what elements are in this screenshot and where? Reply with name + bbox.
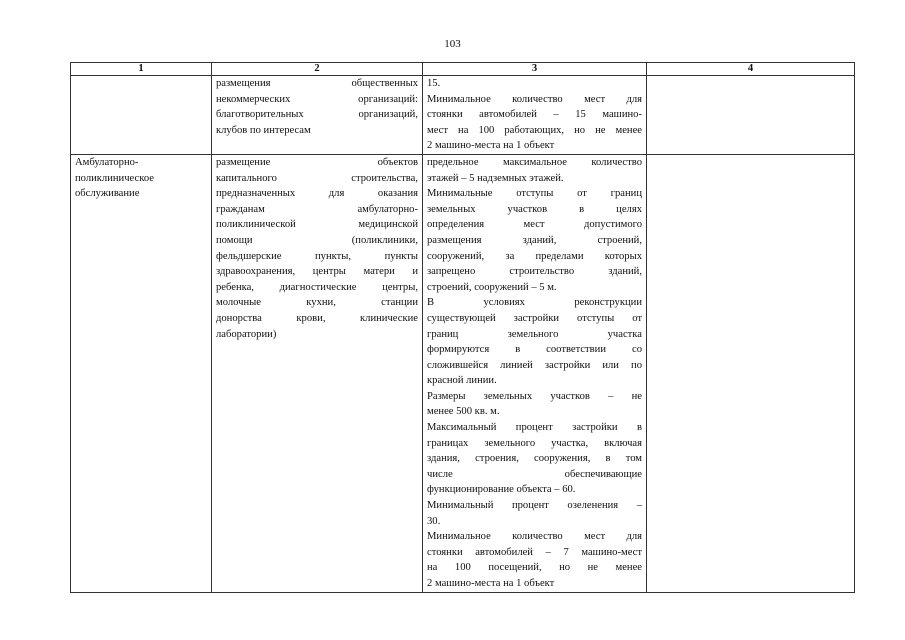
row2-col2-cell xyxy=(212,154,423,592)
text-line: ребенка, диагностические центры, xyxy=(216,281,418,293)
text-line: клубов по интересам xyxy=(216,124,311,136)
row1-col1-cell xyxy=(71,76,212,155)
text-line: на 100 посещений, но не менее xyxy=(427,562,642,574)
row2-col4-cell xyxy=(647,154,855,592)
text-line: предназначенных для оказания xyxy=(216,188,418,200)
text-line: стоянки автомобилей – 15 машино- xyxy=(427,109,642,121)
table-row xyxy=(71,76,855,155)
text-line: земельных участков в целях xyxy=(427,203,642,215)
row1-col3-cell xyxy=(423,76,647,155)
text-line: менее 500 кв. м. xyxy=(427,406,500,418)
text-line: гражданам амбулаторно- xyxy=(216,203,418,215)
text-line: помощи (поликлиники, xyxy=(216,234,418,246)
text-line: числе обеспечивающие xyxy=(427,468,642,480)
text-line: определения мест допустимого xyxy=(427,219,642,231)
text-line: красной линии. xyxy=(427,375,497,387)
text-line: сложившейся линией застройки или по xyxy=(427,359,642,371)
row2-col1-cell xyxy=(71,154,212,592)
text-line: Амбулаторно- xyxy=(75,156,139,168)
text-line: Размеры земельных участков – не xyxy=(427,390,642,402)
text-line: Минимальный процент озеленения – xyxy=(427,500,642,512)
text-line: мест на 100 работающих, но не менее xyxy=(427,124,642,136)
text-line: 2 машино-места на 1 объект xyxy=(427,140,555,152)
text-line: 2 машино-места на 1 объект xyxy=(427,578,555,589)
text-line: Максимальный процент застройки в xyxy=(427,422,642,434)
text-line: здания, строения, сооружения, в том xyxy=(427,453,642,465)
text-line: благотворительных организаций, xyxy=(216,109,418,121)
row1-col2-cell xyxy=(212,76,423,155)
text-line: размещение объектов xyxy=(216,156,418,168)
column-header-4: 4 xyxy=(647,63,855,76)
text-line: сооружений, за пределами которых xyxy=(427,250,642,262)
text-line: фельдшерские пункты, пункты xyxy=(216,250,418,262)
text-line: поликлинической медицинской xyxy=(216,219,418,231)
text-line: стоянки автомобилей – 7 машино-мест xyxy=(427,546,642,558)
text-line: обслуживание xyxy=(75,188,140,200)
column-header-2: 2 xyxy=(212,63,423,76)
text-line: строений, сооружений – 5 м. xyxy=(427,281,557,293)
text-line: молочные кухни, станции xyxy=(216,297,418,309)
row2-col3-cell xyxy=(423,154,647,592)
text-line: Минимальное количество мест для xyxy=(427,93,642,105)
text-line: капитального строительства, xyxy=(216,172,418,184)
text-line: донорства крови, клинические xyxy=(216,312,418,324)
table-header-row xyxy=(71,63,855,76)
text-line: некоммерческих организаций: xyxy=(216,93,418,105)
text-line: этажей – 5 надземных этажей. xyxy=(427,172,564,184)
text-line: здравоохранения, центры матери и xyxy=(216,266,418,278)
text-line: размещения общественных xyxy=(216,78,418,89)
text-line: лаборатории) xyxy=(216,328,277,340)
table-row xyxy=(71,154,855,592)
regulations-table xyxy=(70,62,855,593)
text-line: границах земельного участка, включая xyxy=(427,437,642,449)
text-line: предельное максимальное количество xyxy=(427,156,642,168)
text-line: запрещено строительство зданий, xyxy=(427,266,642,278)
text-line: Минимальное количество мест для xyxy=(427,531,642,543)
text-line: функционирование объекта – 60. xyxy=(427,484,576,496)
text-line: 30. xyxy=(427,515,441,527)
page-number: 103 xyxy=(444,38,461,50)
text-line: формируются в соответствии со xyxy=(427,344,642,356)
text-line: существующей застройки отступы от xyxy=(427,312,642,324)
text-line: границ земельного участка xyxy=(427,328,642,340)
row1-col4-cell xyxy=(647,76,855,155)
text-line: В условиях реконструкции xyxy=(427,297,642,309)
text-line: 15. xyxy=(427,78,441,89)
column-header-1: 1 xyxy=(71,63,212,76)
text-line: Минимальные отступы от границ xyxy=(427,188,642,200)
text-line: размещения зданий, строений, xyxy=(427,234,642,246)
column-header-3: 3 xyxy=(423,63,647,76)
text-line: поликлиническое xyxy=(75,172,154,184)
